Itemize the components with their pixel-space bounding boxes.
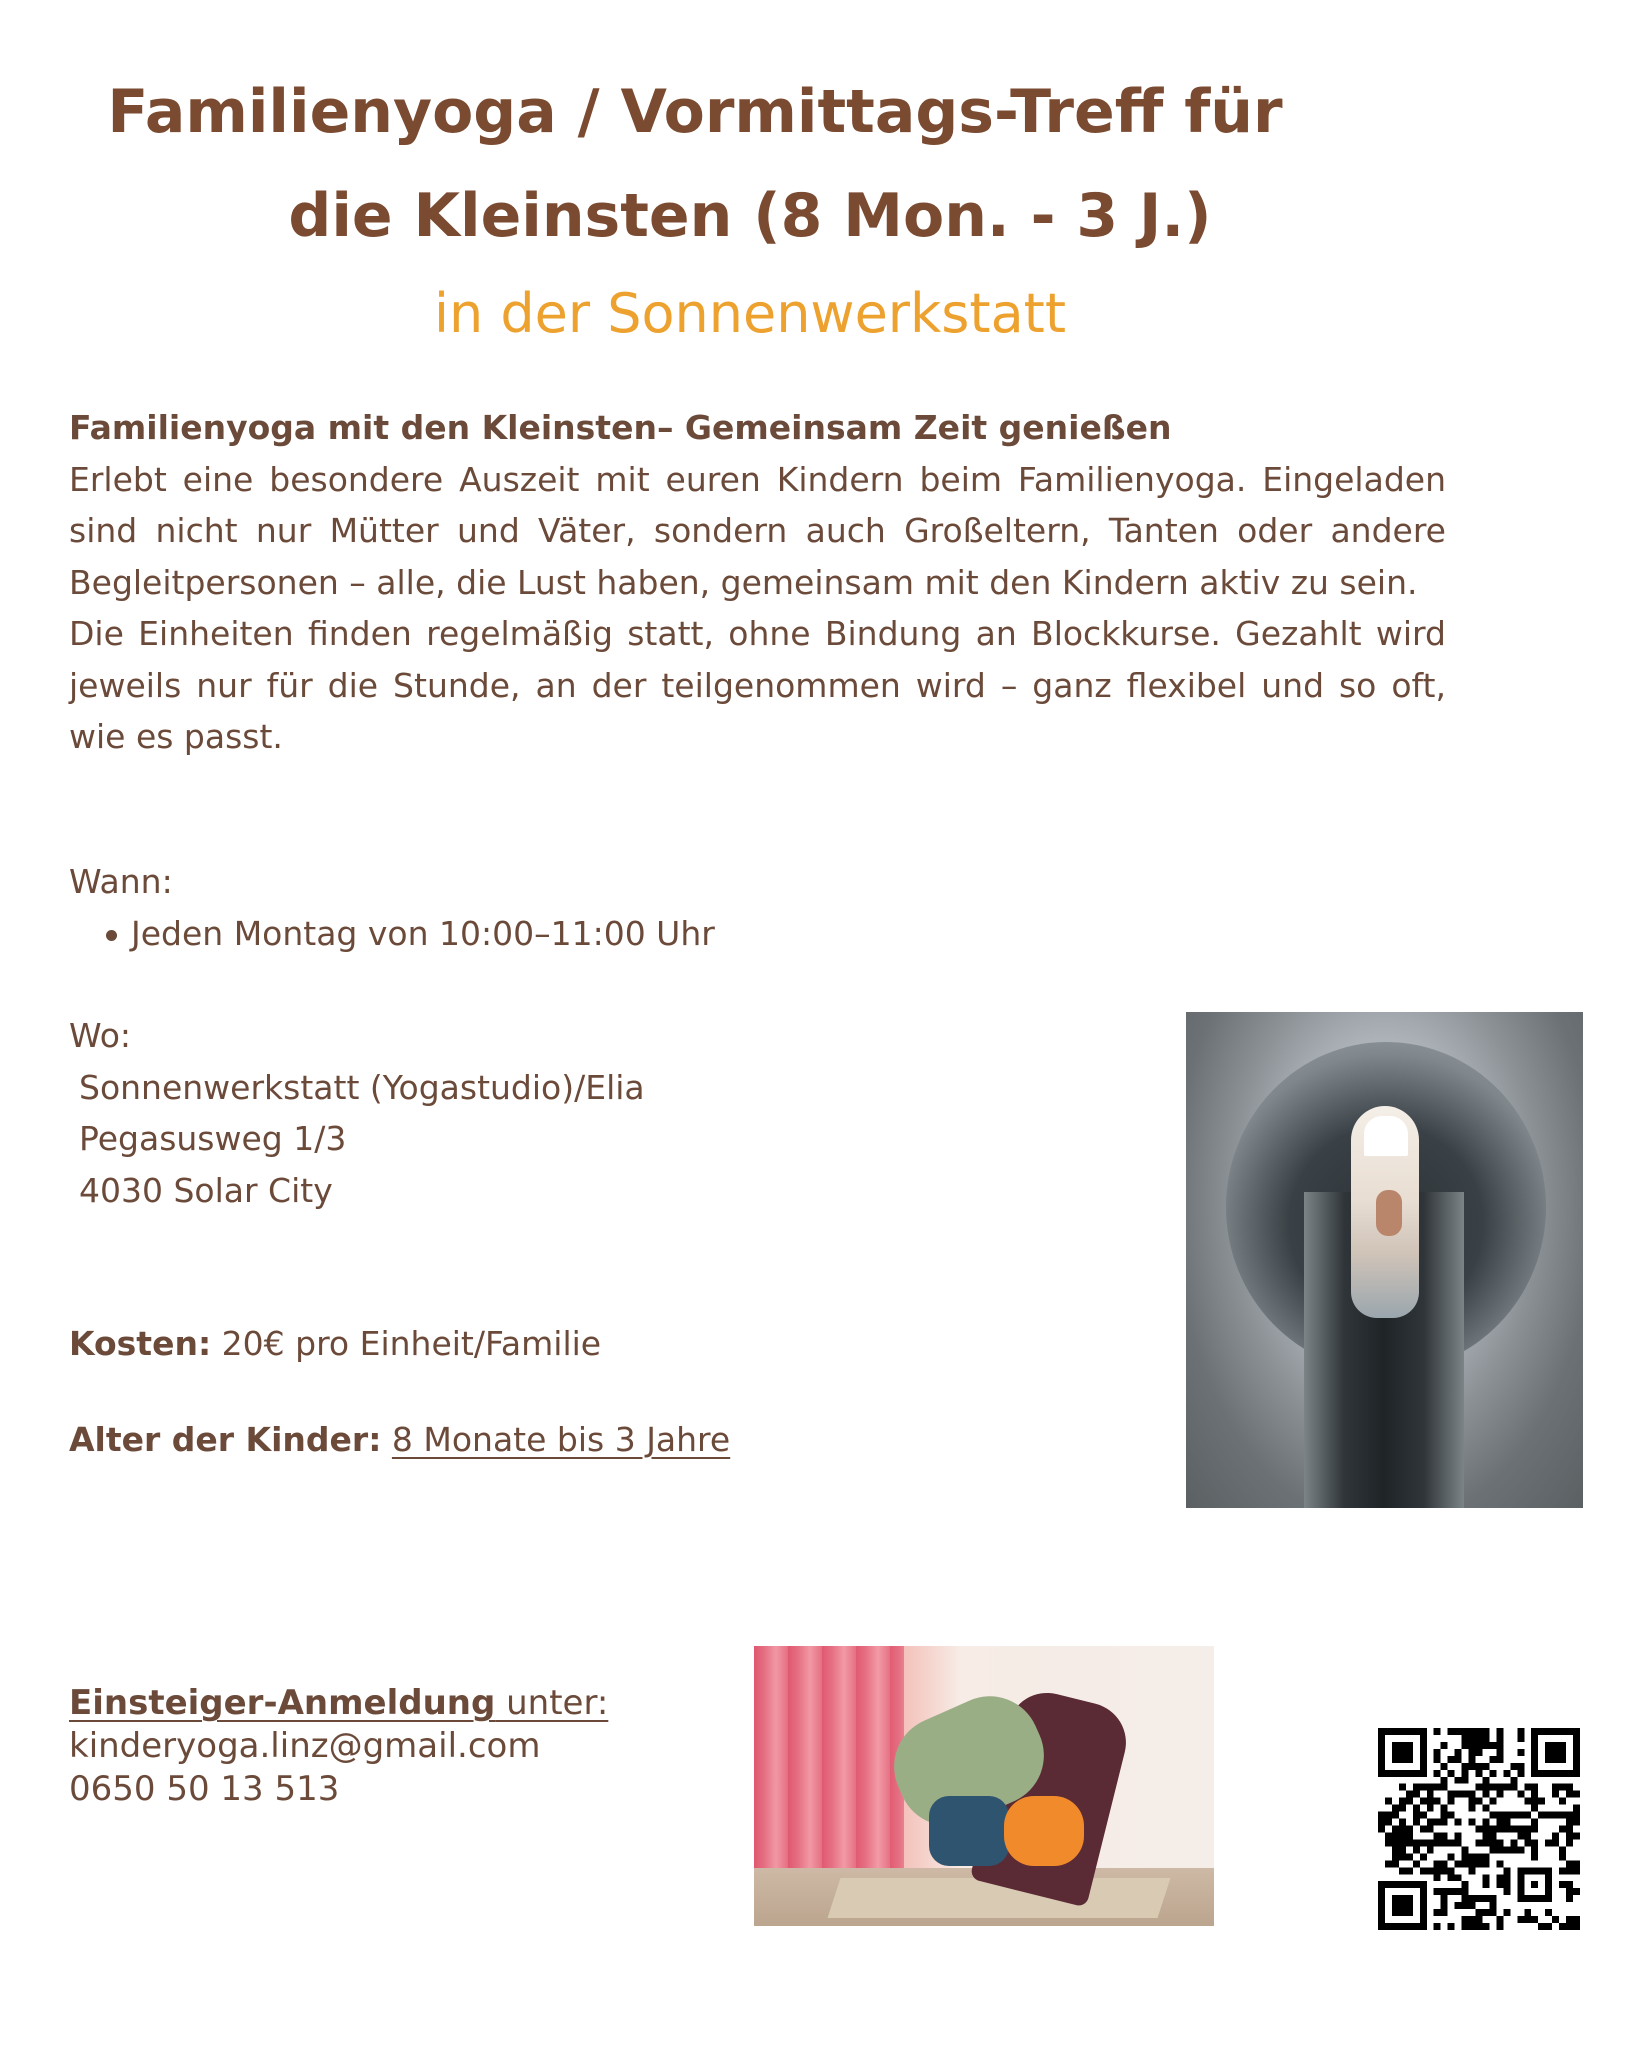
qr-alignment xyxy=(1517,1867,1552,1902)
keyhole-photo xyxy=(1186,1012,1583,1508)
costs-value: 20€ pro Einheit/Familie xyxy=(211,1324,602,1363)
address-line-2: Pegasusweg 1/3 xyxy=(79,1119,347,1158)
photo-child-legs xyxy=(929,1796,1009,1866)
where-label: Wo: xyxy=(69,1016,132,1055)
costs-row xyxy=(69,1318,969,1370)
intro-section xyxy=(69,402,1446,763)
title-line-2: die Kleinsten (8 Mon. - 3 J.) xyxy=(288,181,1212,251)
intro-paragraph-2: Die Einheiten finden regelmäßig statt, ohne Bindung an Blockkurse. Gezahlt wird jeweils nur für die Stunde, an der teilgenommen wird – ganz flexibel und so oft, wie es passt. xyxy=(69,614,1446,756)
age-value: 8 Monate bis 3 Jahre xyxy=(391,1420,731,1459)
signup-phone: 0650 50 13 513 xyxy=(69,1769,340,1809)
signup-heading xyxy=(69,1682,709,1725)
age-row xyxy=(69,1414,969,1466)
intro-paragraph-1: Erlebt eine besondere Auszeit mit euren Kindern beim Familienyoga. Eingeladen sind nicht nur Mütter und Väter, sondern auch Großeltern, Tanten oder andere Begleitpersonen – alle, die Lust haben, gemeinsam mit den Kindern aktiv zu sein. xyxy=(69,459,1446,602)
keyhole-person xyxy=(1376,1190,1402,1236)
qr-finder-top-right xyxy=(1531,1728,1580,1777)
signup-email[interactable]: kinderyoga.linz@gmail.com xyxy=(69,1726,541,1766)
qr-code[interactable] xyxy=(1378,1728,1580,1930)
qr-finder-bottom-left xyxy=(1378,1881,1427,1930)
when-label: Wann: xyxy=(69,862,173,901)
keyhole-window-light xyxy=(1364,1116,1408,1156)
where-section xyxy=(69,1010,969,1216)
signup-label: Einsteiger-Anmeldung xyxy=(69,1683,496,1723)
costs-label: Kosten: xyxy=(69,1324,212,1363)
title-line-1: Familienyoga / Vormittags-Treff für xyxy=(107,77,1283,147)
photo-child xyxy=(1004,1796,1084,1866)
when-section xyxy=(69,856,969,959)
address-line-3: 4030 Solar City xyxy=(79,1170,333,1210)
address-line-1: Sonnenwerkstatt (Yogastudio)/Elia xyxy=(79,1067,645,1107)
signup-suffix: unter: xyxy=(495,1683,609,1723)
yoga-photo xyxy=(754,1646,1214,1926)
when-list-item: Jeden Montag von 10:00–11:00 Uhr xyxy=(131,908,969,960)
age-label: Alter der Kinder: xyxy=(69,1420,382,1459)
qr-finder-top-left xyxy=(1378,1728,1427,1777)
signup-section xyxy=(69,1682,709,1811)
photo-curtain xyxy=(754,1646,904,1876)
subtitle-location: in der Sonnenwerkstatt xyxy=(433,282,1067,345)
intro-heading: Familienyoga mit den Kleinsten– Gemeinsam Zeit genießen xyxy=(69,408,1172,447)
page-title xyxy=(60,60,1440,268)
when-list xyxy=(69,908,969,960)
